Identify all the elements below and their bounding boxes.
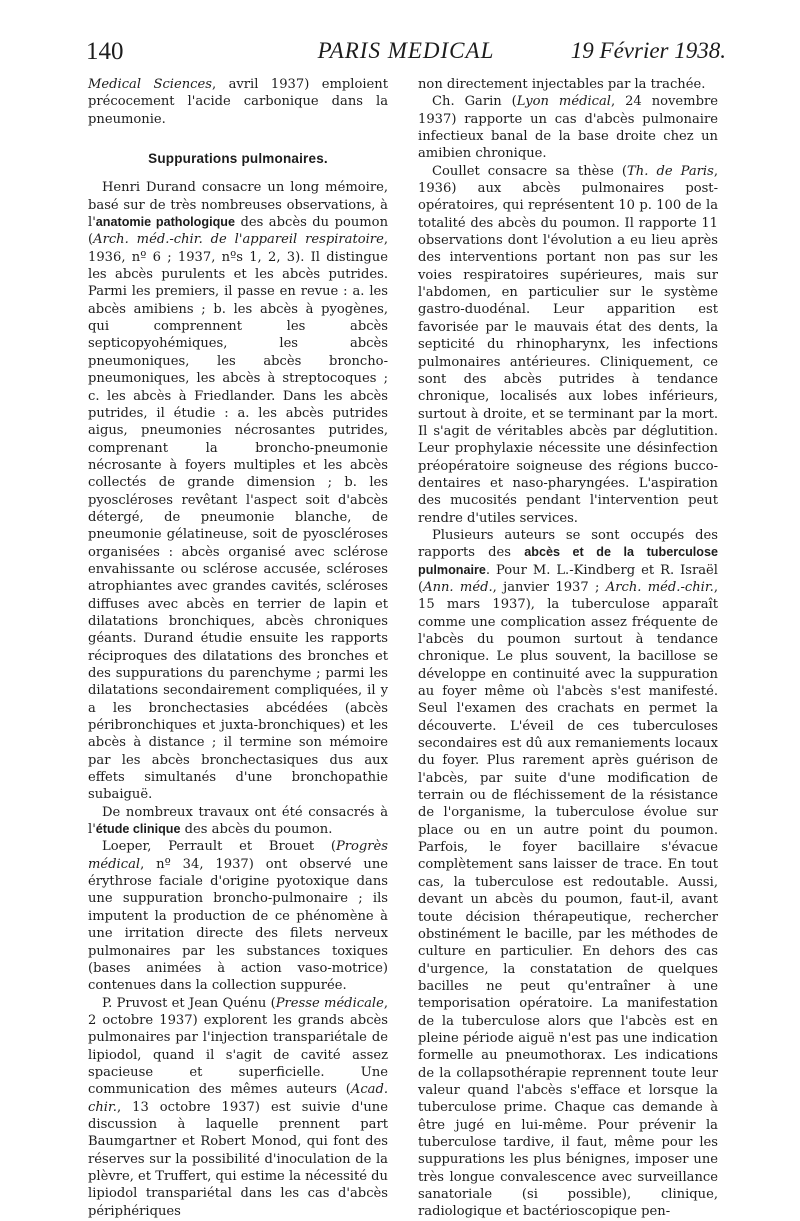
right-column (418, 76, 718, 1221)
text-run: . Pour M. L.-Kindberg et R. Israël ( (418, 562, 718, 595)
paragraph (88, 995, 388, 1220)
citation-title: Presse médicale (275, 995, 384, 1011)
text-run: Henri Durand consacre un long mémoire, basé sur de très nombreuses observations, à l' (88, 180, 388, 231)
paragraph (88, 804, 388, 839)
keyword: étude clinique (95, 822, 181, 837)
text-run: , 1936, nº 6 ; 1937, nºs 1, 2, 3). Il distingue les abcès purulents et les abcès putrides. Parmi les premiers, il passe en revue : a. les abcès amibiens ; b. les abcès à pyogènes, qui comprennent les abcès septicopyohémiques, les abcès pneumoniques, les abcès broncho-pneumoniques, les abcès à streptocoques ; c. les abcès à Friedlander. Dans les abcès putrides, il étudie : a. les abcès putrides aigus, pneumonies nécrosantes putrides, comprenant la broncho-pneumonie nécrosante à foyers multiples et les abcès collectés de grande dimension ; b. les pyoscléroses revêtant l'aspect soit d'abcès détergé, de pneumonie blanche, de pneumonie gélatineuse, soit de pyoscléroses organisées : abcès organisé avec sclérose envahissante ou sclérose accusée, scléroses atrophiantes avec grandes cavités, scléroses diffuses avec abcès en terrier de lapin et dilatations bronchiques, abcès chroniques géants. Durand étudie ensuite les rapports réciproques des dilatations des bronches et des suppurations du parenchyme ; parmi les dilatations secondairement compliquées, il y a les bronchectasies abcédées (abcès péribronchiques et juxta-bronchiques) et les abcès à distance ; il termine son mémoire par les abcès bronchectasiques dus aux effets simultanés d'une bronchopathie subaiguë. (88, 232, 388, 803)
page-number: 140 (86, 38, 124, 65)
text-run: , 15 mars 1937), la tuberculose apparaît comme une complication assez fréquente de l'abcès du poumon surtout à tendance chronique. Le plus souvent, la bacillose se développe en continuité avec la suppuration au foyer même où l'abcès s'est manifesté. Seul l'examen des crachats en permet la découverte. L'éveil de ces tuberculoses secondaires est dû aux remaniements locaux du foyer. Plus rarement après guérison de l'abcès, par suite d'une modification de terrain ou de fléchissement de la résistance de l'organisme, la tuberculose évolue sur place ou en un autre point du poumon. Parfois, le foyer bacillaire s'évacue complètement sans laisser de trace. En tout cas, la tuberculose est redoutable. Aussi, devant un abcès du poumon, faut-il, avant toute décision thérapeutique, rechercher obstinément le bacille, par les méthodes de culture en particulier. En dehors des cas d'urgence, la constatation de quelques bacilles ne peut qu'entraîner à une temporisation opératoire. La manifestation de la tuberculose alors que l'abcès est en pleine période aiguë n'est pas une indication formelle au pneumothorax. Les indications de la collapsothérapie reprennent toute leur valeur quand l'abcès s'efface et lorsque la tuberculose prime. Chaque cas demande à être jugé en lui-même. Pour prévenir la tuberculose tardive, il faut, même pour les suppurations les plus bénignes, imposer une très longue convalescence avec surveillance sanatoriale (si possible), clinique, radiologique et bactérioscopique pen- (418, 579, 719, 1220)
text-run: , 13 octobre 1937) est suivie d'une discussion à laquelle prennent part Baumgartner et Robert Monod, qui font des réserves sur la possibilité d'inoculation de la plèvre, et Truffert, qui estime la nécessité du lipiodol transpariétal dans les cas d'abcès périphériques (88, 1099, 388, 1219)
citation-title: Arch. méd.-chir. (605, 579, 714, 595)
paragraph (418, 163, 718, 527)
paragraph (88, 76, 388, 128)
running-header (86, 38, 726, 68)
citation-title: Medical Sciences (88, 77, 212, 92)
citation-title: Th. de Paris (627, 163, 714, 179)
text-run: des abcès du poumon. (180, 822, 333, 838)
text-run: , 24 novembre 1937) rapporte un cas d'abcès pulmonaire infectieux banal de la base droite chez un amibien chronique. (418, 94, 718, 162)
text-run: , 2 octobre 1937) explorent les grands abcès pulmonaires par l'injection transpariétale de lipiodol, quand il s'agit de cavité assez spacieuse et superficielle. Une communication des mêmes auteurs ( (88, 995, 389, 1098)
paragraph (88, 838, 388, 994)
issue-date: 19 Février 1938. (570, 38, 726, 63)
paragraph (88, 179, 388, 803)
left-column (88, 76, 388, 1220)
text-run: Ch. Garin ( (432, 94, 517, 110)
section-heading: Suppurations pulmonaires. (148, 151, 328, 167)
journal-title: PARIS MEDICAL (317, 38, 495, 63)
paragraph: non directement injectables par la trachée. (418, 77, 706, 92)
keyword: anatomie pathologique (95, 215, 235, 230)
citation-title: Acad. chir. (88, 1082, 388, 1115)
citation-title: Lyon médical (516, 94, 611, 110)
text-run: P. Pruvost et Jean Quénu ( (102, 995, 276, 1011)
text-run: Plusieurs auteurs se sont occupés des rapports des (418, 527, 718, 561)
paragraph (418, 527, 718, 1221)
citation-title: Ann. méd. (423, 579, 493, 595)
text-run: , nº 34, 1937) ont observé une érythrose faciale d'origine pyotoxique dans une suppuration broncho-pulmonaire ; ils imputent la production de ce phénomène à une irritation directe des filets nerveux pulmonaires par les substances toxiques (bases animées à action vaso-motrice) contenues dans la collection suppurée. (88, 856, 388, 994)
text-run: De nombreux travaux ont été consacrés à l' (88, 804, 388, 838)
text-run: , avril 1937) emploient précocement l'acide carbonique dans la pneumonie. (88, 77, 388, 127)
citation-title: Progrès médical (88, 839, 388, 872)
paragraph (418, 93, 718, 162)
citation-title: Arch. méd.-chir. de l'appareil respiratoire (93, 232, 384, 248)
text-run: , janvier 1937 ; (492, 579, 606, 595)
text-run: Coullet consacre sa thèse ( (432, 163, 628, 179)
text-run: Loeper, Perrault et Brouet ( (102, 839, 336, 855)
text-run: , 1936) aux abcès pulmonaires post-opératoires, qui représentent 10 p. 100 de la totalité des abcès du poumon. Il rapporte 11 observations dont l'évolution a eu lieu après des interventions portant non pas sur les voies respiratoires supérieures, mais sur l'abdomen, en particulier sur le système gastro-duodénal. Leur apparition est favorisée par le mauvais état des dents, la septicité du rhinopharynx, les infections pulmonaires antérieures. Cliniquement, ce sont des abcès putrides à tendance chronique, localisés aux lobes inférieurs, surtout à droite, et se terminant par la mort. Il s'agit de véritables abcès par déglutition. Leur prophylaxie nécessite une désinfection préopératoire soigneuse des régions bucco-dentaires et naso-pharyngées. L'aspiration des mucosités pendant l'intervention peut rendre d'utiles services. (418, 163, 718, 526)
keyword: abcès et de la tuberculose pulmonaire (418, 545, 718, 577)
text-run: des abcès du poumon ( (88, 215, 389, 248)
